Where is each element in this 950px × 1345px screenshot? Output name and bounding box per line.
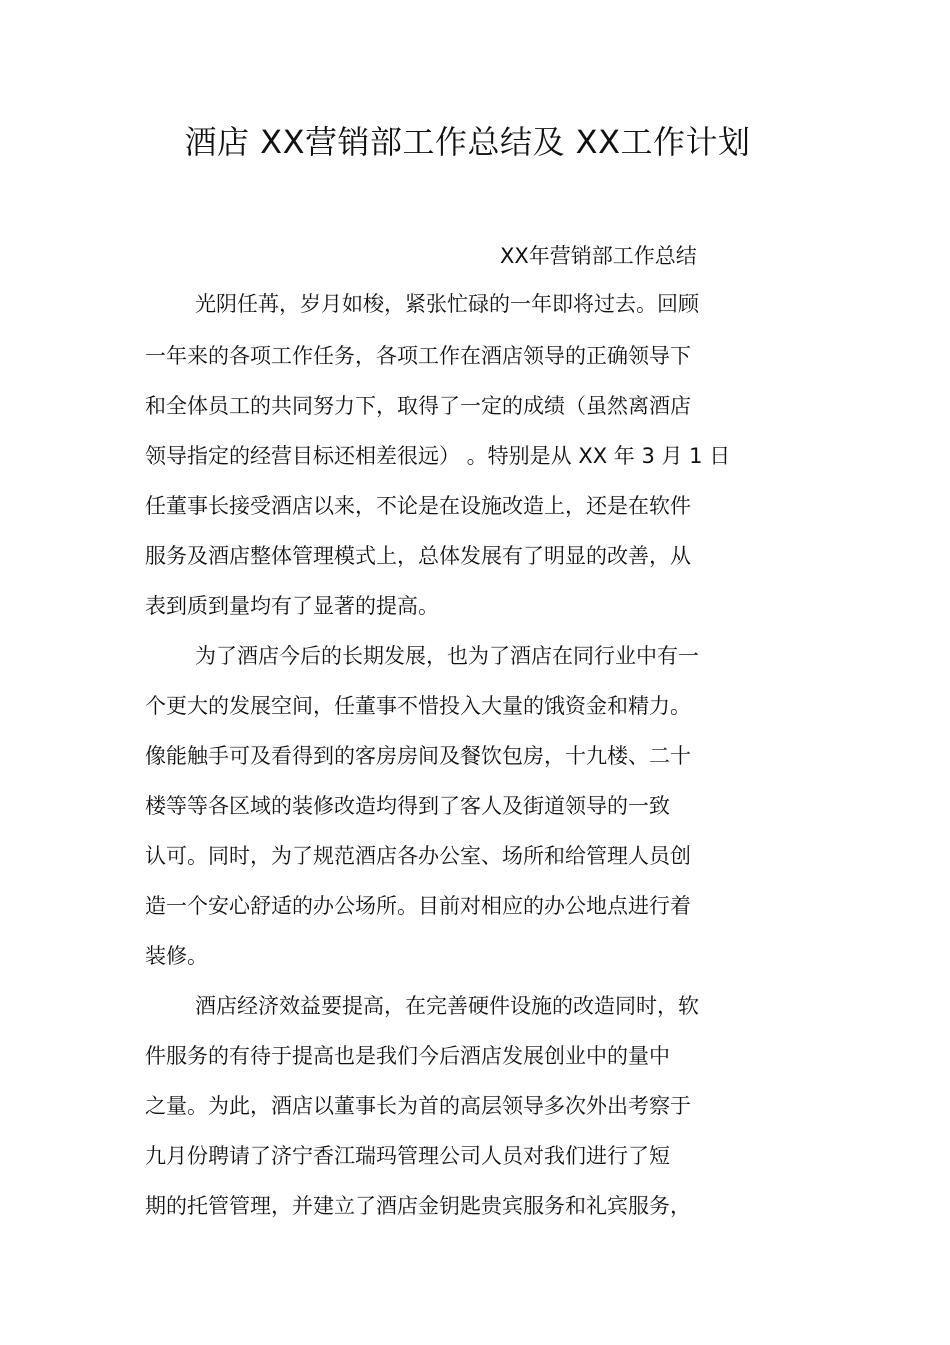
text-line: 装修。: [145, 944, 208, 968]
text-line: 和全体员工的共同努力下，取得了一定的成绩（虽然离酒店: [145, 394, 691, 418]
text-line: 光阴任苒，岁月如梭，紧张忙碌的一年即将过去。回顾: [195, 292, 699, 316]
text-line: 造一个安心舒适的办公场所。目前对相应的办公地点进行着: [145, 894, 691, 918]
text-line: 像能触手可及看得到的客房房间及餐饮包房，十九楼、二十: [145, 744, 691, 768]
text-line: 领导指定的经营目标还相差很远） 。特别是从 XX 年 3 月 1 日: [145, 444, 731, 468]
text-line: 九月份聘请了济宁香江瑞玛管理公司人员对我们进行了短: [145, 1144, 670, 1168]
text-line: 服务及酒店整体管理模式上，总体发展有了明显的改善，从: [145, 544, 691, 568]
text-line: 为了酒店今后的长期发展，也为了酒店在同行业中有一: [195, 644, 699, 668]
text-line: 任董事长接受酒店以来，不论是在设施改造上，还是在软件: [145, 494, 691, 518]
text-line: 之量。为此，酒店以董事长为首的高层领导多次外出考察于: [145, 1094, 691, 1118]
document-title: 酒店 XX营销部工作总结及 XX工作计划: [184, 123, 751, 161]
text-line: 一年来的各项工作任务，各项工作在酒店领导的正确领导下: [145, 344, 691, 368]
text-line: 个更大的发展空间，任董事不惜投入大量的饿资金和精力。: [145, 694, 691, 718]
text-line: 楼等等各区域的装修改造均得到了客人及街道领导的一致: [145, 794, 670, 818]
section-heading: XX年营销部工作总结: [500, 244, 697, 268]
text-line: 酒店经济效益要提高，在完善硬件设施的改造同时，软: [195, 994, 699, 1018]
text-line: 表到质到量均有了显著的提高。: [145, 594, 439, 618]
text-line: 件服务的有待于提高也是我们今后酒店发展创业中的量中: [145, 1044, 670, 1068]
text-line: 期的托管管理，并建立了酒店金钥匙贵宾服务和礼宾服务，: [145, 1194, 691, 1218]
text-line: 认可。同时，为了规范酒店各办公室、场所和给管理人员创: [145, 844, 691, 868]
